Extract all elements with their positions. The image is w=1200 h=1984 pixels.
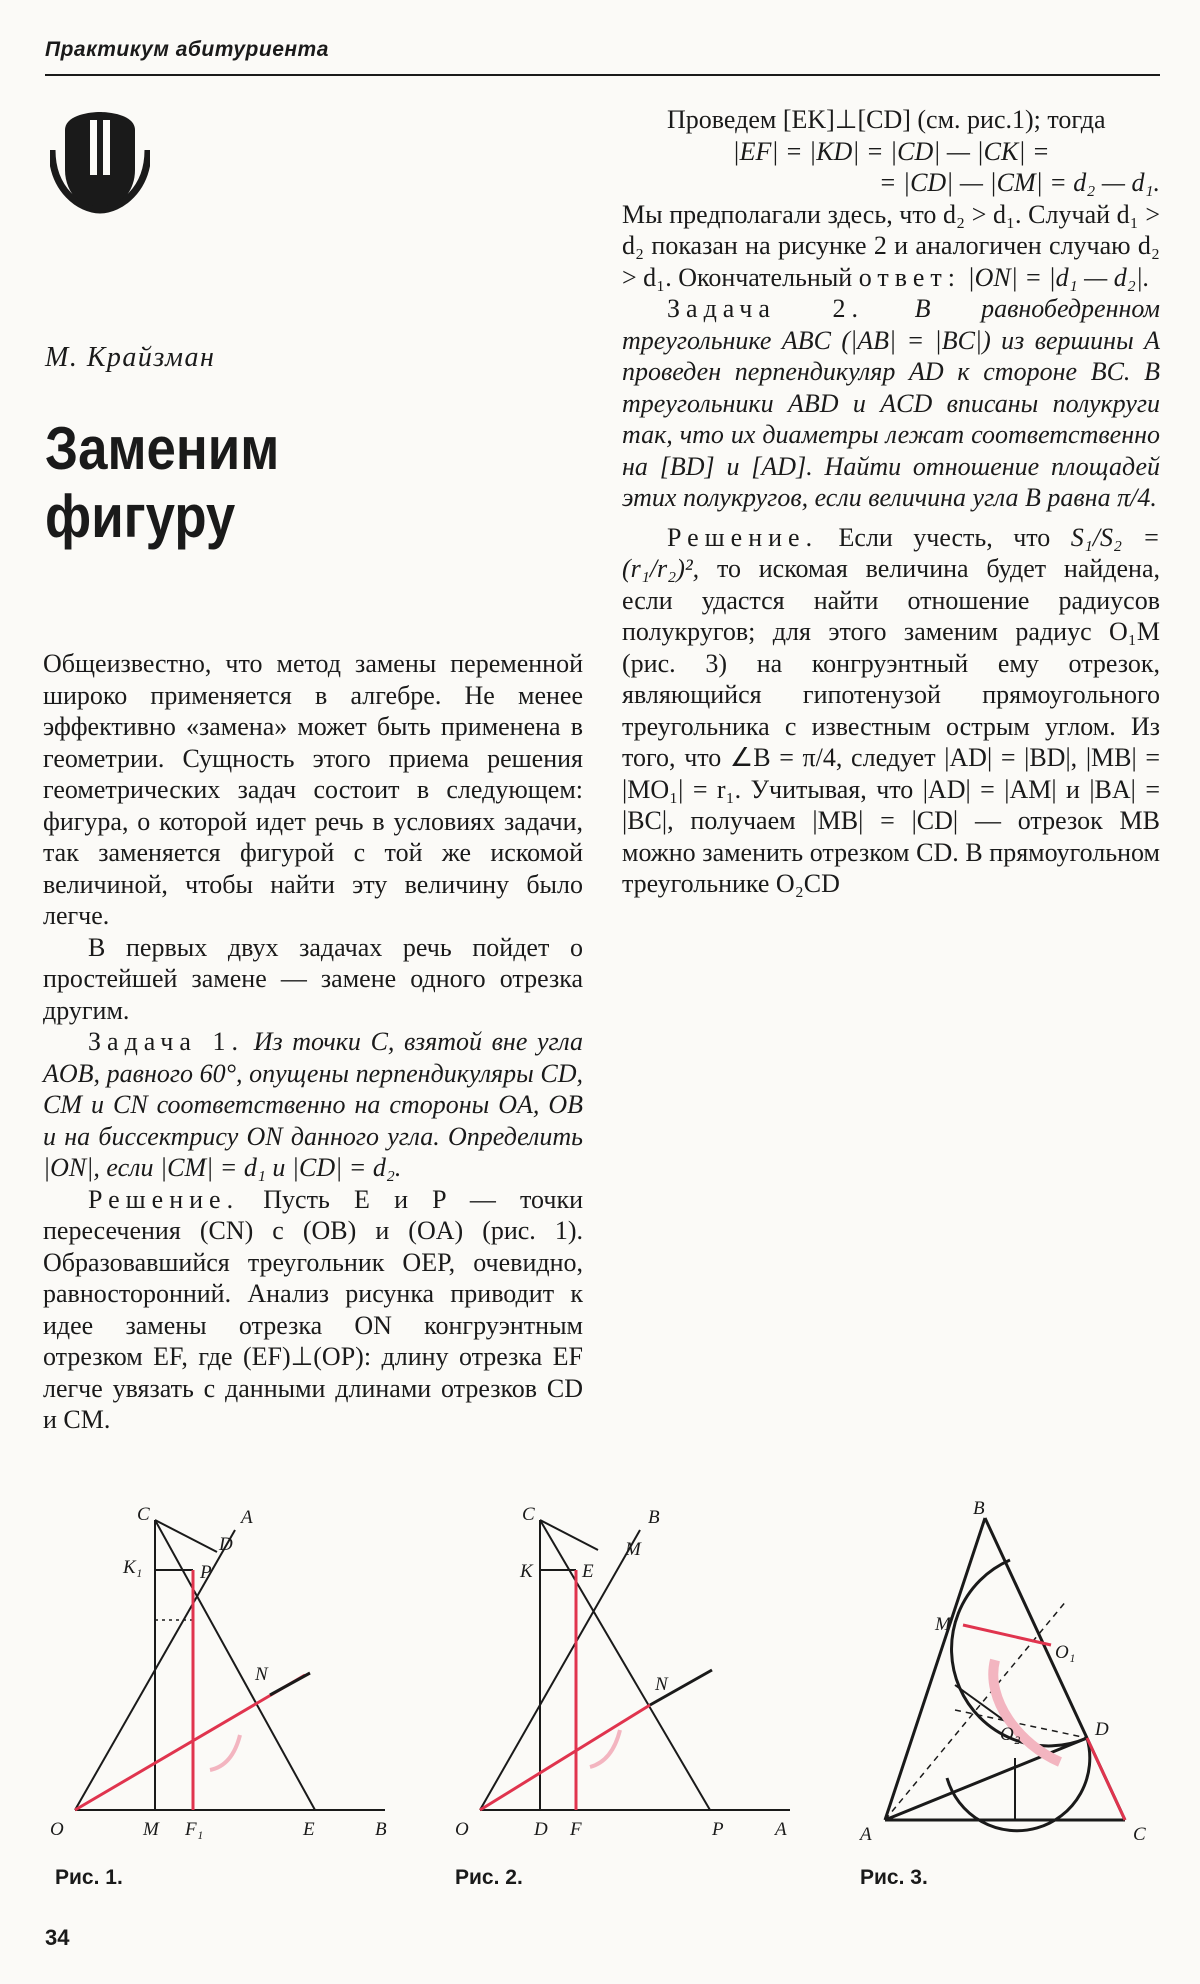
figure-1 <box>45 1505 395 1870</box>
task1-label: Задача 1. <box>88 1027 245 1056</box>
figure-label: M <box>143 1819 159 1840</box>
solution2-lead: Если учесть, что <box>838 522 1051 552</box>
figure-label: N <box>255 1664 268 1685</box>
figure-label: B <box>375 1819 387 1840</box>
altitude-AD <box>885 1738 1087 1820</box>
figure-3 <box>855 1500 1155 1875</box>
figure-label: M <box>625 1539 641 1560</box>
article-title <box>45 415 279 551</box>
solution1-paragraph <box>43 1184 583 1436</box>
figure-label: F₁ <box>185 1819 204 1840</box>
task2-paragraph <box>622 293 1160 514</box>
intro-paragraph: В первых двух задачах речь пойдет о простейшей замене — замене одного отрезка другим. <box>43 932 583 1025</box>
answer-value: |ON| = |d₁ — d₂|. <box>967 262 1150 292</box>
figure-label: D <box>534 1819 548 1840</box>
figure-1-caption: Рис. 1. <box>55 1866 123 1889</box>
figure-label: E <box>303 1819 315 1840</box>
title-line-1: Заменим <box>45 415 280 482</box>
task2-text: В равнобедренном треугольнике ABC (|AB| = |BC|) из вершины A проведен перпендикуляр AD к стороне BC. В треугольники ABD и ACD вписаны полукруги так, что их диаметры лежат соответственно на [BD] и [AD]. Найти отношение площадей этих полукругов, если величина угла B равна π/4. <box>622 294 1160 512</box>
line-CP <box>540 1520 710 1810</box>
section-header: Практикум абитуриента <box>45 38 329 61</box>
figure-2-caption: Рис. 2. <box>455 1866 523 1889</box>
solution2-paragraph <box>622 522 1160 900</box>
figure-label: A <box>860 1824 872 1845</box>
solution1-construction: Проведем [EK]⊥[CD] (см. рис.1); тогда <box>667 105 1106 134</box>
formula-line-1: |EF| = |KD| = |CD| — |CK| = <box>732 136 1050 166</box>
figure-label: B <box>973 1500 985 1519</box>
figure-label: B <box>648 1507 660 1528</box>
figure-label: A <box>775 1819 787 1840</box>
figure-label: C <box>137 1505 150 1525</box>
area-ratio-formula: S₁/S₂ = (r₁/r₂)², <box>622 522 1160 583</box>
dashed-AO1 <box>885 1600 1067 1820</box>
figure-label: A <box>241 1507 253 1528</box>
figure-label: O₂ <box>1000 1724 1021 1745</box>
bisector-ON <box>480 1705 650 1810</box>
author-name: М. Крайзман <box>45 342 216 373</box>
left-column <box>43 648 583 1436</box>
task1-paragraph <box>43 1026 583 1184</box>
figure-label: D <box>219 1534 233 1555</box>
segment-DC <box>1087 1738 1125 1820</box>
figure-label: C <box>1133 1824 1146 1845</box>
figure-label: K <box>520 1561 533 1582</box>
arrow-icon <box>210 1735 240 1770</box>
figure-label: N <box>655 1674 668 1695</box>
figure-label: O <box>50 1819 64 1840</box>
figure-label: C <box>522 1505 535 1525</box>
figure-label: O₁ <box>1055 1642 1076 1663</box>
figure-label: D <box>1095 1719 1109 1740</box>
solution2-text: то искомая величина будет найдена, если удастся найти отношение радиусов полукругов; для этого заменим радиус O₁M (рис. 3) на конгруэнтный ему отрезок, являющийся гипотенузой прямоугольного треугольника с известным острым углом. Из того, что ∠B = π/4, следует |AD| = |BD|, |MB| = |MO₁| = r₁. Учитывая, что |AD| = |AM| и |BA| = |BC|, получаем |MB| = |CD| — отрезок MB можно заменить отрезком CD. В прямоугольном треугольнике O₂CD <box>622 554 1160 898</box>
figure-3-caption: Рис. 3. <box>860 1866 928 1889</box>
formula-line-2: = |CD| — |CM| = d₂ — d₁. <box>878 168 1160 197</box>
task1-text: Из точки C, взятой вне угла AOB, равного 60°, опущены перпендикуляры CD, CM и CN соответственно на стороны OA, OB и на биссектрису ON данного угла. Определить |ON|, если |CM| = d₁ и |CD| = d₂. <box>43 1027 583 1182</box>
solution1-label: Решение. <box>88 1184 240 1214</box>
bisector-extension <box>270 1673 310 1695</box>
semicircle-2 <box>947 1738 1090 1831</box>
figure-2 <box>450 1505 800 1870</box>
figure-label: M <box>935 1614 951 1635</box>
figure-label: K₁ <box>123 1557 143 1578</box>
solution2-label: Решение. <box>667 522 819 552</box>
line-OB <box>480 1530 640 1810</box>
task2-label: Задача 2. <box>667 294 865 323</box>
arrow-icon <box>590 1730 620 1767</box>
header-rule <box>45 74 1160 76</box>
right-column <box>622 104 1160 900</box>
page-number: 34 <box>45 1925 70 1950</box>
side-AB <box>885 1518 985 1820</box>
figure-label: P <box>712 1819 724 1840</box>
figure-label: P <box>200 1562 212 1583</box>
pen-nib-logo-icon <box>50 110 150 215</box>
solution1-text: Пусть E и P — точки пересечения (CN) с (OB) и (OA) (рис. 1). Образовавшийся треугольник OEP, очевидно, равносторонний. Анализ рисунка приводит к идее замены отрезка ON конгруэнтным отрезком EF, где (EF)⊥(OP): длину отрезка EF легче увязать с данными длинами отрезков CD и CM. <box>43 1184 584 1434</box>
title-line-2: фигуру <box>45 483 236 550</box>
line-CE <box>155 1520 315 1810</box>
figure-label: E <box>582 1561 594 1582</box>
figure-label: F <box>570 1819 582 1840</box>
figure-label: O <box>455 1819 469 1840</box>
intro-paragraph: Общеизвестно, что метод замены переменной широко применяется в алгебре. Не менее эффективно «замена» может быть применена в геометрии. Сущность этого приема решения геометрических задач состоит в следующем: фигура, о которой идет речь в условиях задачи, так заменяется фигурой с той же искомой величиной, чтобы найти эту величину было легче. <box>43 649 583 930</box>
answer-label: ответ: <box>858 262 961 292</box>
solution1-conclusion: Мы предполагали здесь, что d₂ > d₁. Случай d₁ > d₂ показан на рисунке 2 и аналогичен случаю d₂ > d₁. Окончательный ответ: |ON| = |d₁ — d₂|. <box>622 199 1160 292</box>
